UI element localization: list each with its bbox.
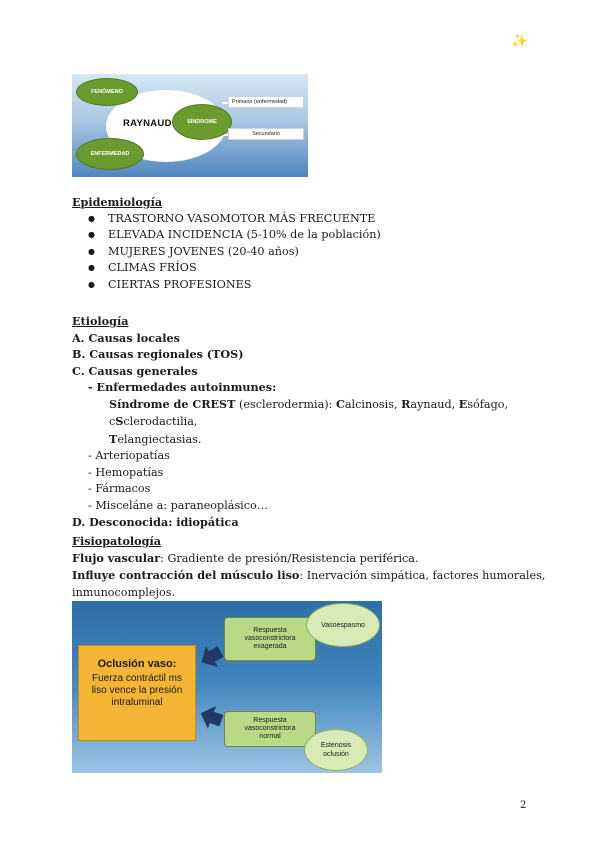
crest-label: Síndrome de CREST — [109, 396, 236, 411]
epidemiologia-list — [72, 211, 532, 294]
list-item: ● ELEVADA INCIDENCIA (5-10% de la población) — [72, 227, 532, 244]
oval-line: oclusión — [323, 751, 349, 758]
oclusion-diagram — [72, 601, 382, 773]
influye-contraccion — [72, 567, 546, 585]
fenomeno-oval: FENÓMENO — [76, 78, 138, 106]
arrow-icon — [195, 641, 226, 673]
influye-label: Influye contracción del músculo liso — [72, 568, 300, 582]
list-item: ● TRASTORNO VASOMOTOR MÁS FRECUENTE — [72, 211, 532, 228]
oclusion-line: Fuerza contráctil ms — [91, 672, 183, 684]
box-line: vasoconstrictora — [244, 635, 296, 642]
crest-description — [72, 396, 542, 449]
list-item: ● MUJERES JOVENES (20-40 años) — [72, 244, 532, 261]
causa-b: B. Causas regionales (TOS) — [72, 347, 244, 361]
enfermedades-autoinmunes: - Enfermedades autoinmunes: — [88, 380, 277, 394]
crest-word: alcinosis, — [344, 397, 402, 411]
oclusion-title: Oclusión vaso: — [97, 658, 177, 670]
estenosis-oval — [304, 729, 368, 771]
section-heading: Fisiopatología — [72, 534, 161, 548]
hemopatias: - Hemopatías — [88, 465, 164, 479]
crest-word: sófago, c — [109, 397, 509, 428]
influye-contraccion-cont: inmunocomplejos. — [72, 585, 176, 599]
sparkle-icon: ✨ — [511, 34, 528, 49]
arteriopatias: - Arteriopatías — [88, 449, 170, 462]
crest-word: elangiectasias. — [117, 432, 202, 446]
section-heading: Epidemiología — [72, 195, 163, 209]
crest-letter: C — [335, 396, 345, 411]
influye-text: : Inervación simpática, factores humorales, — [299, 569, 546, 582]
section-heading: Etiología — [72, 314, 129, 328]
page-number: 2 — [520, 800, 527, 811]
flujo-label: Flujo vascular — [72, 550, 161, 565]
arrow-icon — [197, 702, 226, 732]
box-line: vasoconstrictora — [244, 725, 296, 732]
secundario-box: Secundario — [228, 128, 304, 140]
causa-c: C. Causas generales — [72, 363, 198, 378]
flujo-text: : Gradiente de presión/Resistencia periférica. — [160, 551, 419, 565]
oclusion-line: liso vence la presión — [91, 684, 183, 696]
vasoespasmo-oval: Vasoespasmo — [306, 603, 380, 647]
list-item: ● CIERTAS PROFESIONES — [72, 277, 532, 294]
box-line: exagerada — [253, 643, 287, 650]
causa-a: A. Causas locales — [72, 330, 180, 345]
crest-word: clerodactilia, — [123, 415, 198, 428]
epidemiologia-section — [72, 194, 532, 293]
etiologia-section — [72, 313, 542, 531]
crest-letter: T — [109, 431, 118, 446]
primario-box: Primario (enfermedad) — [228, 96, 304, 108]
box-line: Respuesta — [253, 717, 287, 724]
sindrome-oval: SÍNDROME — [172, 104, 232, 140]
farmacos: - Fármacos — [88, 482, 151, 495]
flujo-vascular — [72, 550, 542, 568]
crest-word: aynaud, — [410, 397, 459, 411]
crest-letter: E — [458, 396, 468, 411]
crest-letter: R — [401, 396, 411, 411]
list-item: ● CLIMAS FRÍOS — [72, 260, 532, 277]
oclusion-line: intraluminal — [111, 696, 163, 708]
respuesta-normal-box — [224, 711, 316, 747]
oval-line: Estenosis — [320, 742, 352, 749]
respuesta-exagerada-box — [224, 617, 316, 661]
box-line: Respuesta — [253, 627, 287, 634]
causa-d: D. Desconocida: idiopática — [72, 515, 239, 529]
fisiopatologia-section — [72, 533, 546, 601]
enfermedad-oval: ENFERMEDAD — [76, 138, 144, 170]
miscelanea: - Misceláne a: paraneoplásico… — [88, 498, 268, 512]
crest-paren: (esclerodermia): — [235, 397, 336, 411]
box-line: normal — [259, 733, 281, 740]
raynaud-label: RAYNAUD — [123, 118, 172, 129]
raynaud-diagram — [72, 74, 308, 177]
crest-letter: S — [115, 414, 124, 428]
